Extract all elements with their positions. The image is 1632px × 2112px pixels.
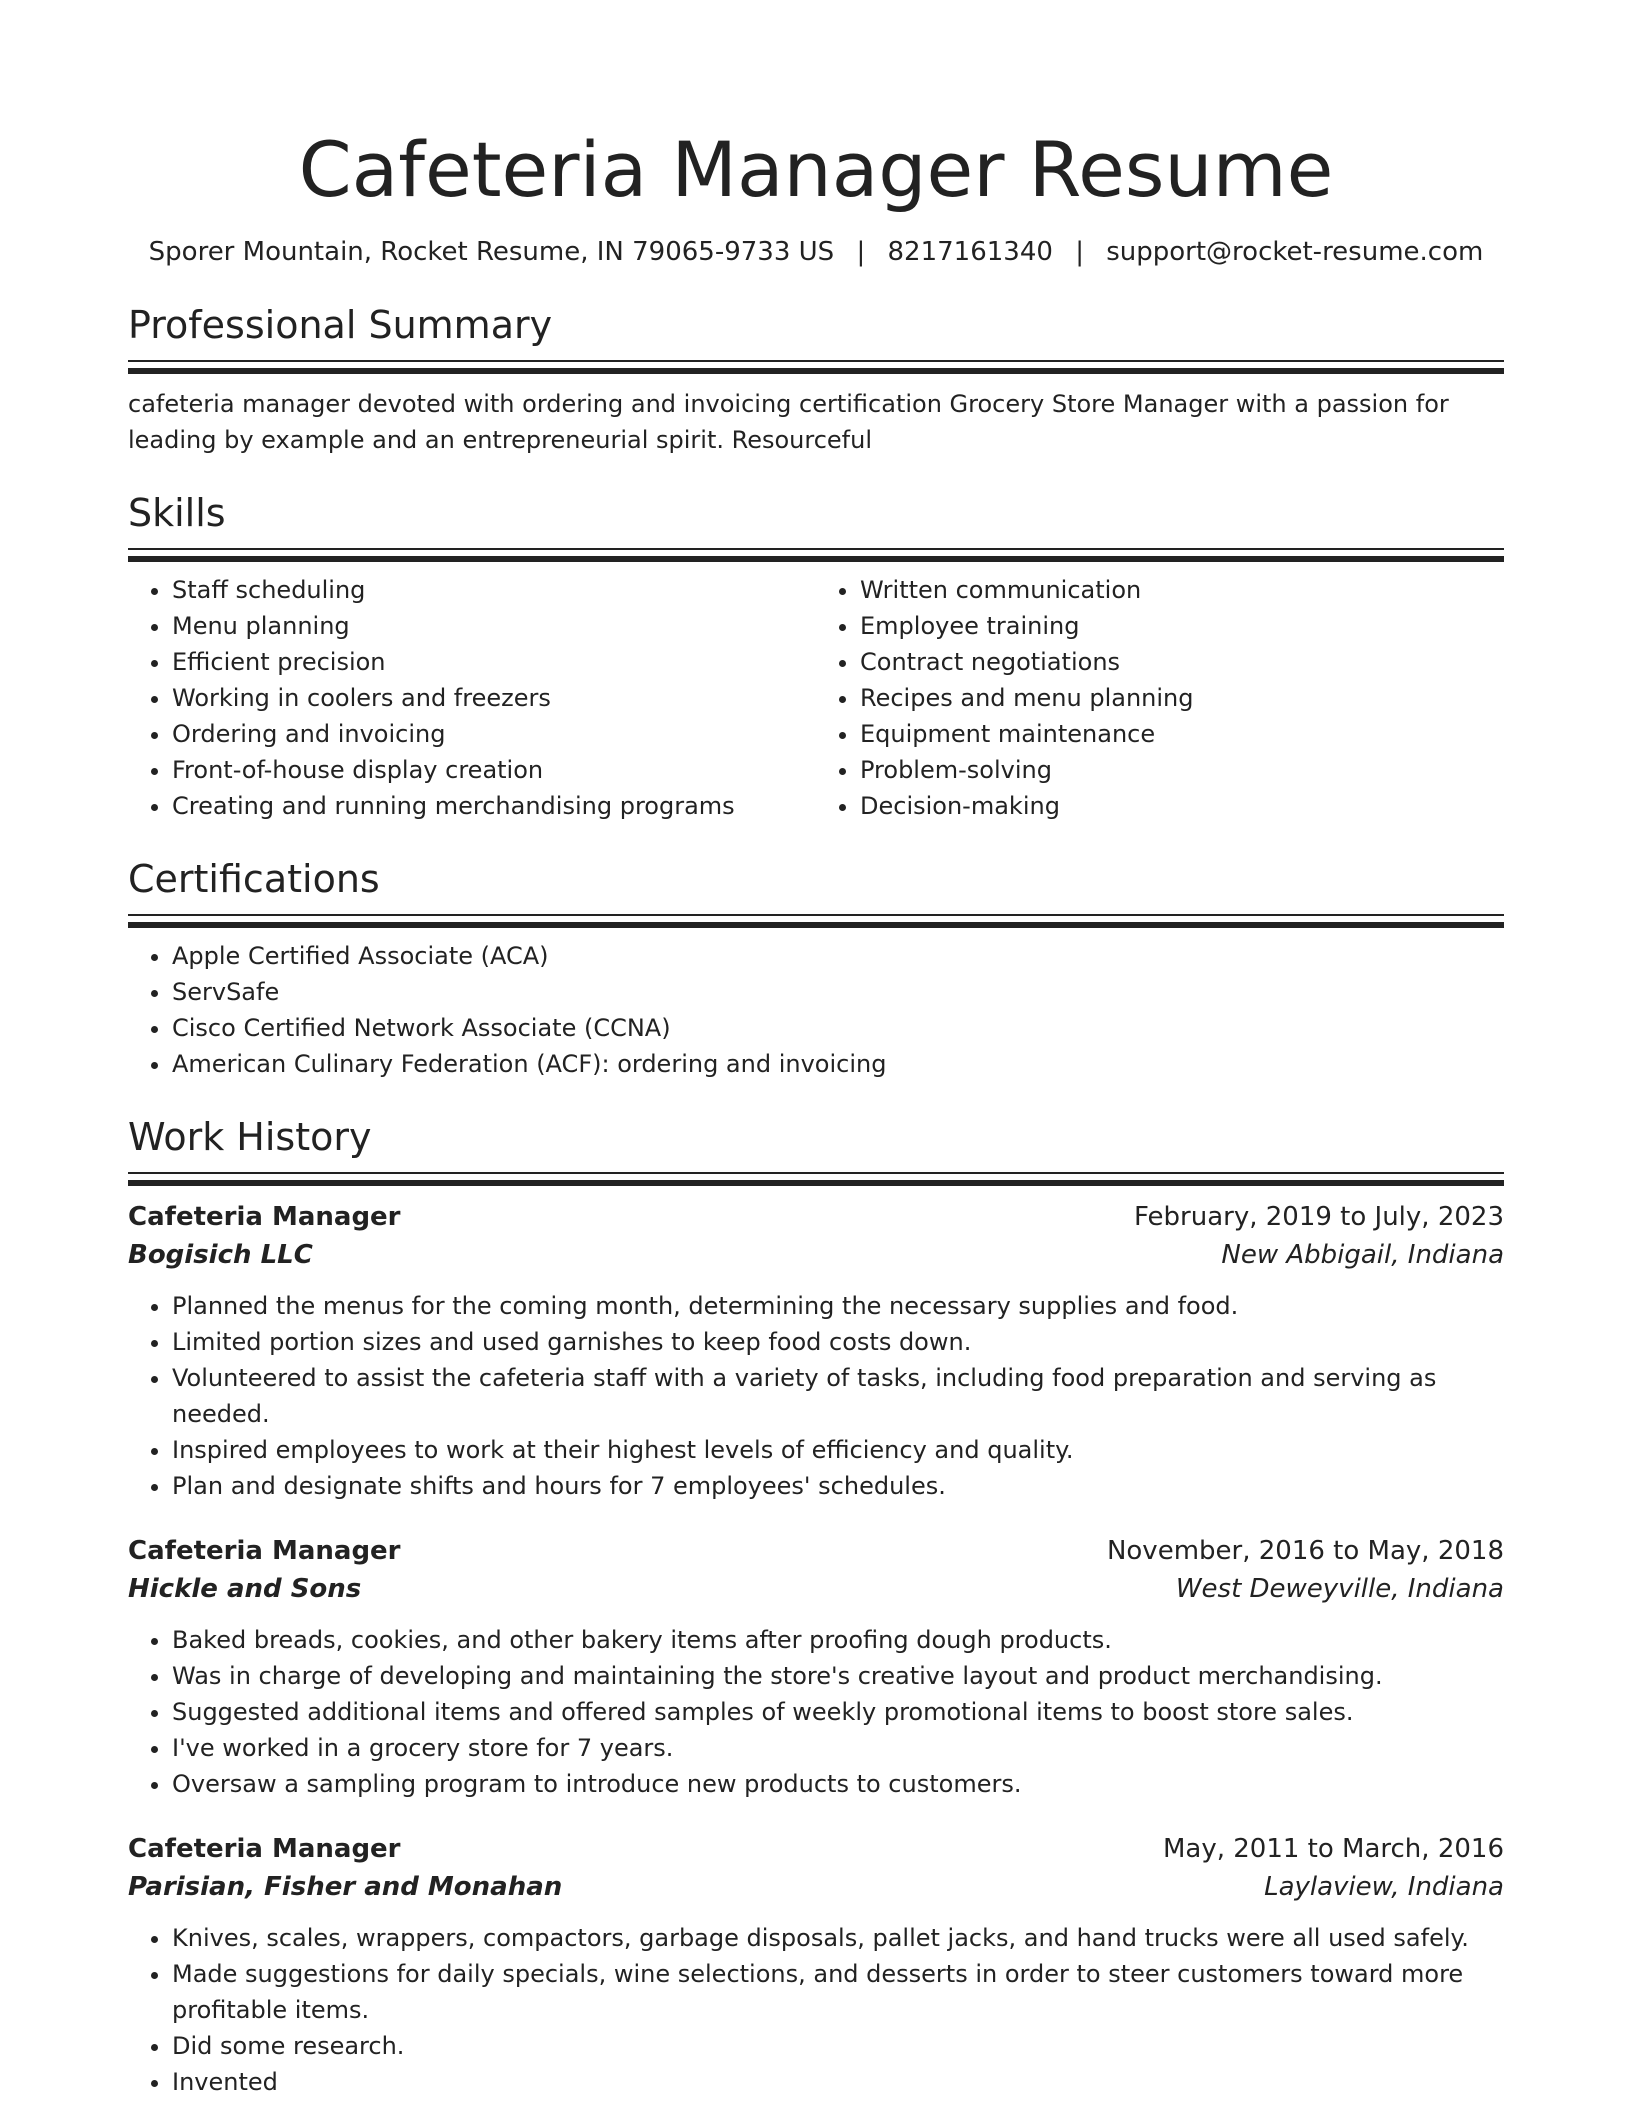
job-company-row <box>128 1570 1504 1608</box>
skill-item: • Front-of-house display creation <box>172 752 816 788</box>
skill-item: • Written communication <box>860 572 1504 608</box>
job-entry <box>128 1532 1504 1802</box>
job-company-row <box>128 1868 1504 1906</box>
resume-title: Cafeteria Manager Resume <box>298 125 1334 214</box>
job-company: Bogisich LLC <box>128 1240 313 1270</box>
certifications-section <box>128 854 1504 1082</box>
job-title: Cafeteria Manager <box>128 1834 401 1864</box>
job-title: Cafeteria Manager <box>128 1536 401 1566</box>
contact-line <box>128 234 1504 270</box>
certification-item: • Cisco Certified Network Associate (CCNA) <box>172 1010 1504 1046</box>
job-duty-item: • Volunteered to assist the cafeteria staff with a variety of tasks, including food preparation and serving as needed. <box>172 1360 1504 1432</box>
summary-text: cafeteria manager devoted with ordering and invoicing certification Grocery Store Manager with a passion for leading by example and an entrepreneurial spirit. Resourceful <box>128 390 1449 454</box>
certifications-list <box>128 938 1504 1082</box>
job-duty-item: • I've worked in a grocery store for 7 years. <box>172 1730 1504 1766</box>
job-duty-item: • Invented <box>172 2064 1504 2100</box>
job-duty-item: • Did some research. <box>172 2028 1504 2064</box>
section-divider <box>128 548 1504 562</box>
skill-item: • Decision-making <box>860 788 1504 824</box>
section-heading: Skills <box>128 491 226 535</box>
job-company-row <box>128 1236 1504 1274</box>
skill-item: • Contract negotiations <box>860 644 1504 680</box>
skill-item: • Employee training <box>860 608 1504 644</box>
job-dates: May, 2011 to March, 2016 <box>1162 1834 1504 1864</box>
skill-item: • Problem-solving <box>860 752 1504 788</box>
contact-separator: | <box>1075 237 1084 267</box>
job-title: Cafeteria Manager <box>128 1202 401 1232</box>
skill-item: • Recipes and menu planning <box>860 680 1504 716</box>
section-heading: Work History <box>128 1115 372 1159</box>
contact-email: support@rocket-resume.com <box>1106 237 1484 267</box>
skill-item: • Creating and running merchandising programs <box>172 788 816 824</box>
job-duty-item: • Knives, scales, wrappers, compactors, garbage disposals, pallet jacks, and hand trucks were all used safely. <box>172 1920 1504 1956</box>
job-entry <box>128 1830 1504 2100</box>
job-duties-list <box>128 1288 1504 1504</box>
job-duty-item: • Baked breads, cookies, and other bakery items after proofing dough products. <box>172 1622 1504 1658</box>
contact-phone: 8217161340 <box>887 237 1053 267</box>
job-duty-item: • Oversaw a sampling program to introduce new products to customers. <box>172 1766 1504 1802</box>
skill-item: • Working in coolers and freezers <box>172 680 816 716</box>
job-duty-item: • Suggested additional items and offered samples of weekly promotional items to boost store sales. <box>172 1694 1504 1730</box>
job-dates: February, 2019 to July, 2023 <box>1134 1202 1504 1232</box>
section-divider <box>128 1172 1504 1186</box>
job-company: Parisian, Fisher and Monahan <box>128 1872 563 1902</box>
section-divider <box>128 360 1504 374</box>
skill-item: • Menu planning <box>172 608 816 644</box>
skill-item: • Ordering and invoicing <box>172 716 816 752</box>
job-duty-item: • Planned the menus for the coming month, determining the necessary supplies and food. <box>172 1288 1504 1324</box>
skill-item: • Efficient precision <box>172 644 816 680</box>
contact-address: Sporer Mountain, Rocket Resume, IN 79065-9733 US <box>148 237 835 267</box>
summary-section <box>128 300 1504 458</box>
skills-section <box>128 488 1504 824</box>
skill-item: • Equipment maintenance <box>860 716 1504 752</box>
job-header-row <box>128 1532 1504 1570</box>
job-duties-list <box>128 1920 1504 2100</box>
job-company: Hickle and Sons <box>128 1574 362 1604</box>
section-heading: Certifications <box>128 857 380 901</box>
certification-item: • Apple Certified Associate (ACA) <box>172 938 1504 974</box>
contact-separator: | <box>856 237 866 267</box>
skills-columns <box>128 562 1504 824</box>
job-duty-item: • Was in charge of developing and maintaining the store's creative layout and product merchandising. <box>172 1658 1504 1694</box>
job-duty-item: • Inspired employees to work at their highest levels of efficiency and quality. <box>172 1432 1504 1468</box>
work-history-section <box>128 1112 1504 2100</box>
job-duty-item: • Made suggestions for daily specials, wine selections, and desserts in order to steer customers toward more profitable items. <box>172 1956 1504 2028</box>
job-duty-item: • Limited portion sizes and used garnishes to keep food costs down. <box>172 1324 1504 1360</box>
job-location: Laylaview, Indiana <box>1264 1872 1504 1902</box>
certification-item: • American Culinary Federation (ACF): ordering and invoicing <box>172 1046 1504 1082</box>
job-duty-item: • Plan and designate shifts and hours for 7 employees' schedules. <box>172 1468 1504 1504</box>
job-header-row <box>128 1830 1504 1868</box>
section-divider <box>128 914 1504 928</box>
skills-list-left <box>128 572 816 824</box>
job-dates: November, 2016 to May, 2018 <box>1106 1536 1504 1566</box>
skill-item: • Staff scheduling <box>172 572 816 608</box>
certification-item: • ServSafe <box>172 974 1504 1010</box>
section-heading: Professional Summary <box>128 303 553 347</box>
job-location: West Deweyville, Indiana <box>1175 1574 1504 1604</box>
job-location: New Abbigail, Indiana <box>1221 1240 1504 1270</box>
job-duties-list <box>128 1622 1504 1802</box>
skills-list-right <box>816 572 1504 824</box>
job-entry <box>128 1198 1504 1504</box>
job-header-row <box>128 1198 1504 1236</box>
